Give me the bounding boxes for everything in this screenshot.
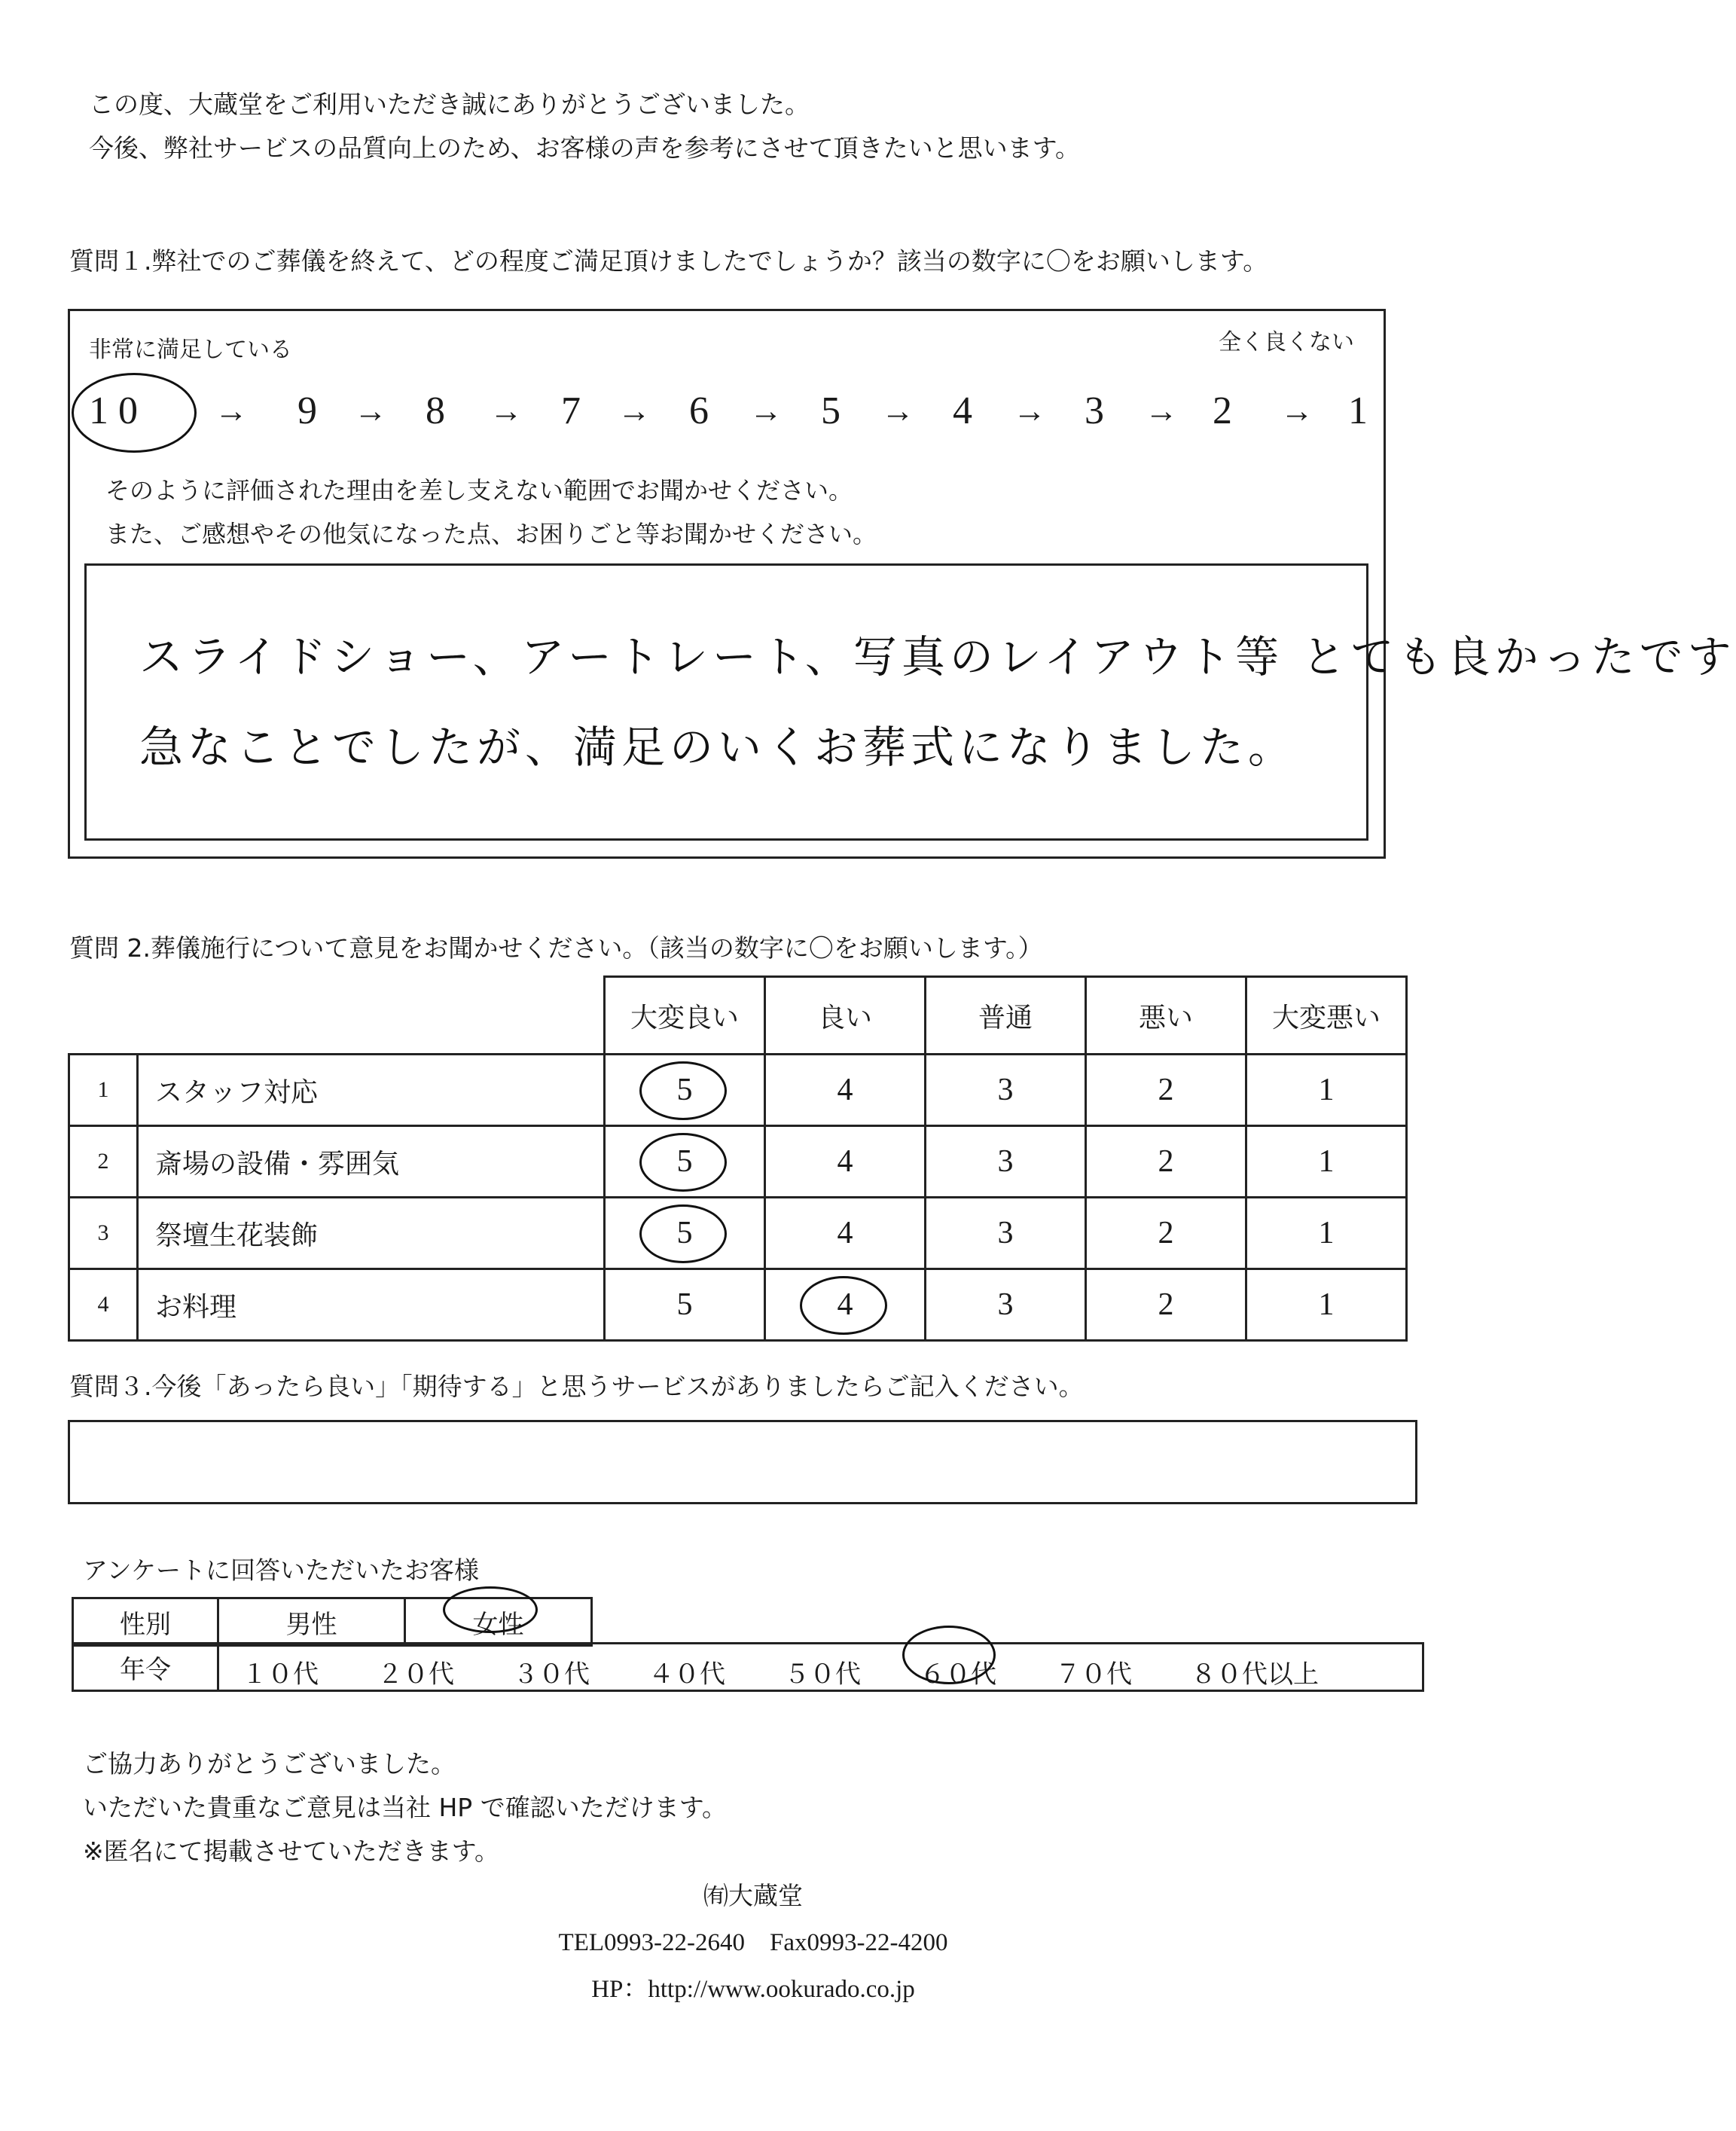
q2-row-item: お料理	[138, 1269, 605, 1341]
q2-score-option[interactable]	[605, 1055, 765, 1126]
q2-score-option[interactable]	[1086, 1055, 1246, 1126]
arrow-right-icon: →	[749, 392, 783, 429]
q2-table	[68, 975, 1408, 1342]
q1-scale-value[interactable]: 7	[561, 389, 581, 432]
q2-header-cell: 悪い	[1086, 977, 1246, 1055]
intro-line-1: この度、大蔵堂をご利用いただき誠にありがとうございました。	[89, 90, 810, 119]
company-contact: TEL0993-22-2640 Fax0993-22-4200	[558, 1929, 948, 1956]
q2-score-option[interactable]	[605, 1269, 765, 1341]
q1-scale-value[interactable]: 4	[953, 389, 972, 432]
q2-header-cell: 大変良い	[605, 977, 765, 1055]
arrow-right-icon: →	[490, 392, 523, 429]
q2-score-value: 4	[837, 1287, 853, 1322]
closing-line-2: いただいた貴重なご意見は当社 HP で確認いただけます。	[83, 1793, 728, 1822]
q2-score-option[interactable]	[765, 1198, 926, 1269]
q2-row	[69, 1269, 1407, 1341]
q1-prompt-2: また、ご感想やその他気になった点、お困りごと等お聞かせください。	[105, 520, 877, 548]
age-label: 年令	[73, 1644, 218, 1691]
q2-score-value: 4	[837, 1144, 853, 1179]
q2-score-value: 5	[676, 1287, 693, 1322]
q2-row-number: 2	[69, 1126, 138, 1198]
q2-score-value: 1	[1318, 1216, 1335, 1250]
q1-label-high: 非常に満足している	[89, 337, 292, 363]
q2-row	[69, 1198, 1407, 1269]
gender-selected-circle	[443, 1586, 538, 1633]
q2-score-option[interactable]	[765, 1055, 926, 1126]
q2-score-option[interactable]	[1086, 1269, 1246, 1341]
arrow-right-icon: →	[881, 392, 914, 429]
q2-row-item: 祭壇生花装飾	[138, 1198, 605, 1269]
q2-score-option[interactable]	[926, 1055, 1086, 1126]
age-option[interactable]: ４０代	[648, 1659, 725, 1690]
respondent-title: アンケートに回答いただいたお客様	[83, 1556, 480, 1585]
q2-score-option[interactable]	[1246, 1055, 1407, 1126]
age-option[interactable]: ７０代	[1055, 1659, 1132, 1690]
q2-score-option[interactable]	[926, 1126, 1086, 1198]
intro-line-2: 今後、弊社サービスの品質向上のため、お客様の声を参考にさせて頂きたいと思います。	[89, 133, 1081, 163]
q2-header-cell: 良い	[765, 977, 926, 1055]
q2-score-option[interactable]	[1086, 1198, 1246, 1269]
q1-answer-line-2: 急なことでしたが、満足のいくお葬式になりました。	[139, 722, 1297, 773]
q3-answer-box[interactable]	[68, 1420, 1417, 1504]
q2-row-item: 斎場の設備・雰囲気	[138, 1126, 605, 1198]
q2-score-option[interactable]	[1086, 1126, 1246, 1198]
arrow-right-icon: →	[1145, 392, 1178, 429]
age-option[interactable]: ６０代	[920, 1659, 996, 1690]
q1-scale-value[interactable]: 9	[297, 389, 317, 432]
q2-score-option[interactable]	[926, 1198, 1086, 1269]
q2-selected-circle	[800, 1276, 887, 1335]
q1-scale-value[interactable]: 2	[1213, 389, 1232, 432]
q2-score-value: 5	[676, 1144, 693, 1179]
q2-question: 質問 2.葬儀施行について意見をお聞かせください。（該当の数字に〇をお願いします。）	[69, 933, 1043, 963]
q1-prompt-1: そのように評価された理由を差し支えない範囲でお聞かせください。	[105, 476, 853, 505]
q1-scale-value[interactable]: 1	[1348, 389, 1368, 432]
age-options	[218, 1644, 1423, 1691]
q2-score-option[interactable]	[926, 1269, 1086, 1341]
q2-score-value: 1	[1318, 1144, 1335, 1179]
q2-score-option[interactable]	[1246, 1198, 1407, 1269]
arrow-right-icon: →	[215, 392, 248, 429]
q2-score-value: 1	[1318, 1073, 1335, 1107]
q2-selected-circle	[639, 1204, 727, 1263]
q2-score-value: 1	[1318, 1287, 1335, 1322]
age-selected-circle	[902, 1626, 996, 1684]
q1-scale-value[interactable]: 8	[426, 389, 445, 432]
arrow-right-icon: →	[1280, 392, 1313, 429]
q2-score-value: 2	[1158, 1073, 1174, 1107]
q2-row-number: 4	[69, 1269, 138, 1341]
q2-selected-circle	[639, 1061, 727, 1120]
q2-score-value: 5	[676, 1073, 693, 1107]
q1-question: 質問１.弊社でのご葬儀を終えて、どの程度ご満足頂けましたでしょうか？該当の数字に〇をお願いします。	[69, 246, 1268, 276]
q2-score-option[interactable]	[605, 1198, 765, 1269]
age-table	[72, 1642, 1424, 1692]
q2-row-item: スタッフ対応	[138, 1055, 605, 1126]
q2-score-value: 3	[997, 1216, 1014, 1250]
q1-scale-value[interactable]: 5	[821, 389, 841, 432]
age-option[interactable]: ２０代	[377, 1659, 454, 1690]
q1-answer-box[interactable]	[84, 563, 1368, 841]
q2-score-option[interactable]	[1246, 1269, 1407, 1341]
q2-score-option[interactable]	[765, 1269, 926, 1341]
q2-score-value: 4	[837, 1216, 853, 1250]
q1-scale-value[interactable]: 3	[1085, 389, 1104, 432]
q2-score-option[interactable]	[765, 1126, 926, 1198]
q1-answer-line-1: スライドショー、アートレート、写真のレイアウト等 とても良かったです	[139, 631, 1736, 682]
q2-score-value: 3	[997, 1073, 1014, 1107]
q3-question: 質問３.今後「あったら良い」「期待する」と思うサービスがありましたらご記入ください。	[69, 1372, 1084, 1401]
q2-score-option[interactable]	[1246, 1126, 1407, 1198]
q1-scale-value[interactable]: 1 0	[89, 389, 138, 432]
arrow-right-icon: →	[618, 392, 651, 429]
q2-score-option[interactable]	[605, 1126, 765, 1198]
q2-score-value: 2	[1158, 1216, 1174, 1250]
q2-score-value: 2	[1158, 1287, 1174, 1322]
age-option[interactable]: ５０代	[784, 1659, 861, 1690]
q1-label-low: 全く良くない	[1219, 329, 1354, 356]
q2-row	[69, 1055, 1407, 1126]
q2-header-blank	[69, 977, 138, 1055]
closing-line-3: ※匿名にて掲載させていただきます。	[83, 1836, 500, 1866]
q2-score-value: 2	[1158, 1144, 1174, 1179]
age-option[interactable]: ３０代	[513, 1659, 590, 1690]
q2-score-value: 3	[997, 1144, 1014, 1179]
q2-row-number: 1	[69, 1055, 138, 1126]
q2-score-value: 4	[837, 1073, 853, 1107]
gender-option-male[interactable]: 男性	[218, 1598, 405, 1646]
gender-label: 性別	[73, 1598, 218, 1646]
arrow-right-icon: →	[1013, 392, 1046, 429]
q2-header-cell: 大変悪い	[1246, 977, 1407, 1055]
arrow-right-icon: →	[354, 392, 387, 429]
gender-option-female[interactable]: 女性	[405, 1598, 592, 1646]
q2-score-value: 3	[997, 1287, 1014, 1322]
q2-row-number: 3	[69, 1198, 138, 1269]
age-option[interactable]: ８０代以上	[1191, 1659, 1319, 1690]
q2-selected-circle	[639, 1133, 727, 1192]
closing-line-1: ご協力ありがとうございました。	[83, 1749, 456, 1778]
q2-header-row	[69, 977, 1407, 1055]
age-option[interactable]: １０代	[242, 1659, 319, 1690]
q1-selected-circle	[72, 373, 197, 453]
q1-scale-value[interactable]: 6	[689, 389, 709, 432]
q2-row	[69, 1126, 1407, 1198]
company-name: ㈲大蔵堂	[703, 1881, 803, 1910]
q2-score-value: 5	[676, 1216, 693, 1250]
company-hp[interactable]: HP：http://www.ookurado.co.jp	[591, 1976, 915, 2003]
q2-header-blank	[138, 977, 605, 1055]
q2-header-cell: 普通	[926, 977, 1086, 1055]
